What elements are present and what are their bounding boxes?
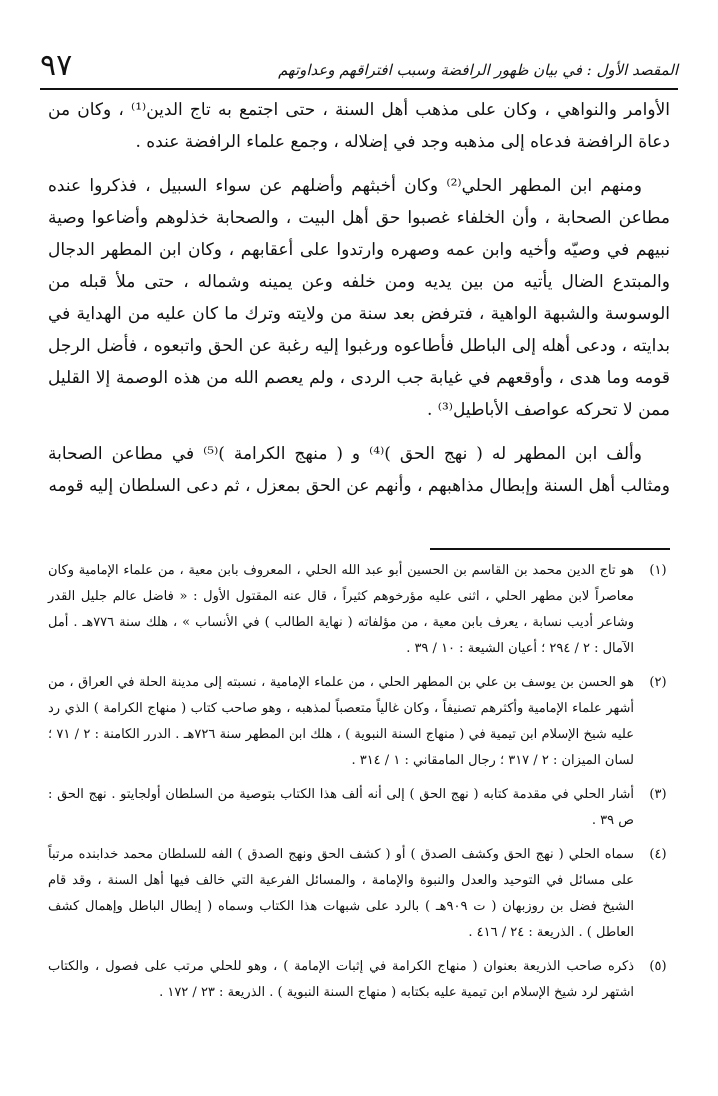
page-header [40, 48, 678, 88]
footnote [48, 842, 674, 946]
footnote-number: (٢) [649, 675, 667, 690]
paragraph: الأوامر والنواهي ، وكان على مذهب أهل السنة ، حتى اجتمع به تاج الدين⁽¹⁾ ، وكان من دعاة الرافضة فدعاه إلى مذهبه وجد في إضلاله ، وجمع علماء الرافضة عنده . [48, 100, 670, 152]
footnote-number: (٣) [649, 787, 667, 802]
footnote [48, 558, 674, 662]
page-number: ٩٧ [40, 48, 73, 83]
footnote [48, 670, 674, 774]
footnote-text: ذكره صاحب الذريعة بعنوان ( منهاج الكرامة في إثبات الإمامة ) ، وهو للحلي مرتب على فصول ، والكتاب اشتهر لرد شيخ الإسلام ابن تيمية عليه بكتابه ( منهاج السنة النبوية ) . الذريعة : ٢٣ / ١٧٢ . [48, 959, 634, 1000]
paragraph: وألف ابن المطهر له ( نهج الحق )⁽⁴⁾ و ( منهج الكرامة )⁽⁵⁾ في مطاعن الصحابة ومثالب أهل السنة وإبطال مذاهبهم ، وأنهم عن الحق بمعزل ، ثم دعى السلطان إليه قومه [48, 444, 670, 496]
footnote-number: (٤) [649, 847, 667, 862]
footnote-text: هو تاج الدين محمد بن القاسم بن الحسين أبو عبد الله الحلي ، المعروف بابن معية ، من علماء الإمامية وكان معاصراً لابن مطهر الحلي ، اثنى عليه مؤرخوهم كثيراً ، قال عنه المقتول الأول : « فاضل عالم جليل القدر وشاعر أديب نسابة ، يعرف بابن معية ، من مؤلفاته ( نهاية الطالب ) في الأنساب » ، هلك سنة ٧٧٦هـ . أمل الآمال : ٢ / ٢٩٤ ؛ أعيان الشيعة : ١٠ / ٣٩ . [48, 563, 634, 656]
footnote [48, 954, 674, 1006]
footnote-divider [430, 548, 670, 550]
footnote-number: (٥) [649, 959, 667, 974]
footnotes [48, 558, 674, 1014]
footnote-text: أشار الحلي في مقدمة كتابه ( نهج الحق ) إلى أنه ألف هذا الكتاب بتوصية من السلطان أولجايتو . نهج الحق : ص ٣٩ . [48, 787, 634, 828]
running-title: المقصد الأول : في بيان ظهور الرافضة وسبب افتراقهم وعداوتهم [278, 61, 678, 79]
footnote-text: سماه الحلي ( نهج الحق وكشف الصدق ) أو ( كشف الحق ونهج الصدق ) الفه للسلطان محمد خدابنده مرتباً على مسائل في التوحيد والعدل والنبوة والإمامة ، والمسائل الفرعية التي خالف فيها أهل السنة ، وقد قام الشيخ فضل بن روزبهان ( ت ٩٠٩هـ ) بالرد على شبهات هذا الكتاب وسماه ( إبطال الباطل وإهمال كشف العاطل ) . الذريعة : ٢٤ / ٤١٦ . [48, 847, 634, 940]
footnote-text: هو الحسن بن يوسف بن علي بن المطهر الحلي ، من علماء الإمامية ، نسبته إلى مدينة الحلة في العراق ، من أشهر علماء الإمامية وأكثرهم تصنيفاً ، وكان غالياً متعصباً لمذهبه ، وهو صاحب كتاب ( منهاج الكرامة ) الذي رد عليه شيخ الإسلام ابن تيمية في ( منهاج السنة النبوية ) ، هلك ابن المطهر سنة ٧٢٦هـ . الدرر الكامنة : ٢ / ٧١ ؛ لسان الميزان : ٢ / ٣١٧ ؛ رجال المامقاني : ١ / ٣١٤ . [48, 675, 634, 768]
header-divider [40, 88, 678, 90]
footnote-number: (١) [649, 563, 667, 578]
main-text [48, 94, 670, 514]
paragraph: ومنهم ابن المطهر الحلي⁽²⁾ وكان أخبثهم وأضلهم عن سواء السبيل ، فذكروا عنده مطاعن الصحابة ، وأن الخلفاء غصبوا حق أهل البيت ، والصحابة خذلوهم وأضاعوا وصية نبيهم في وصيّه وأخيه وابن عمه وصهره وارتدوا على أعقابهم ، وكان ابن المطهر الدجال والمبتدع الضال يأتيه من بين يديه ومن خلفه وعن يمينه وشماله ، حتى ملأ قبله من الوسوسة والشبهة الواهية ، فترفض بعد سنة من ولايته وترك ما كان عليه من الهداية في بدايته ، ودعى أهله إلى الباطل فأطاعوه ورغبوا إليه رغبة عن الحق واتبعوه ، فأضل الرجل قومه وما هدى ، وأوقعهم في غيابة جب الردى ، ولم يعصم الله من هذه الوصمة إلا القليل ممن لا تحركه عواصف الأباطيل⁽³⁾ . [48, 176, 670, 420]
footnote [48, 782, 674, 834]
